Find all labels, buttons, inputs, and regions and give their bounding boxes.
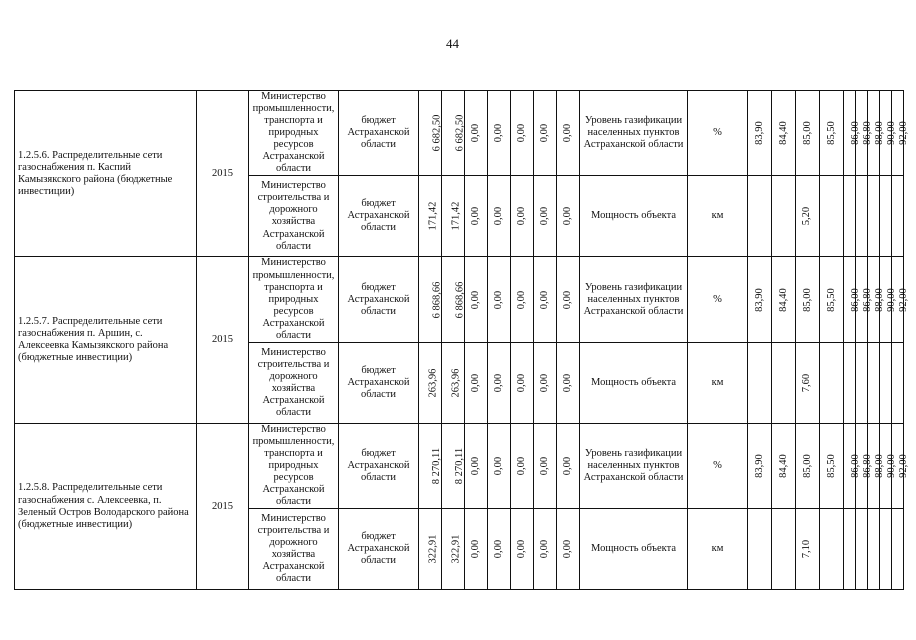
funding-value-cell [557, 257, 580, 342]
target-value-cell [892, 176, 904, 257]
funding-value-cell [442, 423, 465, 508]
measure-year: 2015 [197, 423, 249, 589]
funding-value: 0,00 [492, 290, 504, 309]
target-value: 85,00 [801, 454, 813, 478]
funding-value-cell [511, 509, 534, 590]
target-value: 90,00 [885, 121, 897, 146]
target-value-cell [796, 509, 820, 590]
indicator-cell: Мощность объекта [580, 176, 688, 257]
target-value-cell [796, 91, 820, 176]
funding-value: 0,00 [538, 290, 550, 309]
funding-value: 6 868,66 [454, 281, 466, 319]
executor-cell: Министерство промышленности, транспорта и природных ресурсов Астраханской области [249, 257, 339, 342]
funding-value: 171,42 [450, 202, 462, 231]
executor-cell: Министерство строительства и дорожного хозяйства Астраханской области [249, 342, 339, 423]
funding-source-cell: бюджет Астраханской области [339, 91, 419, 176]
target-value-cell [772, 176, 796, 257]
funding-value: 0,00 [538, 456, 550, 476]
target-value: 83,90 [753, 454, 765, 478]
funding-value: 0,00 [538, 373, 550, 393]
target-value-cell [880, 176, 892, 257]
funding-value: 0,00 [469, 124, 481, 143]
target-value: 83,90 [753, 287, 765, 312]
unit-cell: км [688, 176, 748, 257]
target-value-cell [844, 342, 856, 423]
target-value-cell [880, 342, 892, 423]
target-value-cell [820, 91, 844, 176]
funding-value: 6 868,66 [431, 281, 443, 319]
funding-value: 0,00 [469, 373, 481, 393]
target-value-cell [844, 509, 856, 590]
target-value: 84,40 [777, 121, 789, 146]
funding-value: 0,00 [561, 540, 573, 559]
funding-value: 0,00 [561, 124, 573, 143]
target-value-cell [868, 176, 880, 257]
funding-value-cell [511, 257, 534, 342]
capacity-value: 7,10 [801, 540, 813, 559]
measure-name: 1.2.5.7. Распределительные сети газоснабжения п. Аршин, с. Алексеевка Камызякского района (бюджетные инвестиции) [15, 257, 197, 423]
funding-value: 263,96 [427, 368, 439, 398]
funding-value-cell [488, 176, 511, 257]
funding-value-cell [465, 257, 488, 342]
unit-cell: % [688, 423, 748, 508]
target-value-cell [772, 509, 796, 590]
funding-value-cell [442, 509, 465, 590]
funding-value: 0,00 [561, 290, 573, 309]
funding-value-cell [488, 257, 511, 342]
target-value-cell [772, 91, 796, 176]
target-value-cell [748, 342, 772, 423]
indicator-cell: Мощность объекта [580, 342, 688, 423]
funding-value: 0,00 [469, 456, 481, 476]
funding-value-cell [465, 176, 488, 257]
target-value: 90,00 [885, 287, 897, 312]
funding-value-cell [557, 91, 580, 176]
target-value-cell [856, 176, 868, 257]
target-value-cell [844, 176, 856, 257]
target-value-cell [844, 423, 861, 508]
unit-cell: % [688, 257, 748, 342]
measure-name: 1.2.5.6. Распределительные сети газоснабжения п. Каспий Камызякского района (бюджетные инвестиции) [15, 91, 197, 257]
funding-value-cell [419, 91, 442, 176]
funding-value-cell [488, 342, 511, 423]
funding-value: 322,91 [450, 534, 462, 564]
funding-value-cell [442, 342, 465, 423]
funding-value: 0,00 [515, 540, 527, 559]
target-value-cell [820, 342, 844, 423]
target-value-cell [820, 176, 844, 257]
table-row [15, 91, 904, 176]
target-value: 83,90 [753, 121, 765, 146]
target-value-cell [748, 257, 772, 342]
table-row [15, 423, 904, 508]
funding-value: 0,00 [469, 540, 481, 559]
table-row [15, 257, 904, 342]
funding-value: 0,00 [515, 373, 527, 393]
funding-value: 8 270,11 [431, 447, 443, 485]
funding-value-cell [511, 176, 534, 257]
funding-value: 0,00 [492, 373, 504, 393]
funding-value: 0,00 [469, 290, 481, 309]
measure-name: 1.2.5.8. Распределительные сети газоснабжения с. Алексеевка, п. Зеленый Остров Володарского района (бюджетные инвестиции) [15, 423, 197, 589]
unit-cell: км [688, 342, 748, 423]
target-value-cell [772, 257, 796, 342]
capacity-value: 5,20 [801, 207, 813, 226]
funding-source-cell: бюджет Астраханской области [339, 176, 419, 257]
funding-value-cell [442, 176, 465, 257]
target-value: 90,00 [885, 454, 897, 478]
target-value-cell [880, 509, 892, 590]
unit-cell: км [688, 509, 748, 590]
target-value: 86,00 [849, 121, 861, 146]
target-value: 85,50 [825, 454, 837, 478]
unit-cell: % [688, 91, 748, 176]
indicator-cell: Уровень газификации населенных пунктов Астраханской области [580, 423, 688, 508]
target-value-cell [772, 342, 796, 423]
funding-value: 0,00 [492, 456, 504, 476]
target-value: 86,80 [861, 454, 873, 478]
target-value: 88,00 [873, 287, 885, 312]
target-value-cell [820, 509, 844, 590]
target-value: 86,80 [861, 121, 873, 146]
target-value-cell [868, 509, 880, 590]
target-value-cell [856, 509, 868, 590]
funding-value: 0,00 [515, 207, 527, 226]
funding-value-cell [534, 423, 557, 508]
funding-value-cell [511, 91, 534, 176]
funding-source-cell: бюджет Астраханской области [339, 342, 419, 423]
program-table [14, 90, 909, 590]
indicator-cell: Уровень газификации населенных пунктов Астраханской области [580, 257, 688, 342]
capacity-value: 7,60 [801, 373, 813, 393]
funding-value: 0,00 [515, 456, 527, 476]
funding-value: 8 270,11 [454, 447, 466, 485]
funding-source-cell: бюджет Астраханской области [339, 423, 419, 508]
funding-value-cell [465, 91, 488, 176]
target-value: 88,00 [873, 121, 885, 146]
target-value: 85,00 [801, 121, 813, 146]
executor-cell: Министерство строительства и дорожного хозяйства Астраханской области [249, 176, 339, 257]
funding-value-cell [557, 342, 580, 423]
funding-value-cell [534, 342, 557, 423]
funding-value-cell [442, 257, 465, 342]
funding-value-cell [419, 509, 442, 590]
target-value-cell [892, 509, 904, 590]
funding-value-cell [465, 509, 488, 590]
funding-value: 6 682,50 [454, 114, 466, 152]
target-value: 84,40 [777, 287, 789, 312]
target-value-cell [748, 423, 772, 508]
executor-cell: Министерство строительства и дорожного хозяйства Астраханской области [249, 509, 339, 590]
executor-cell: Министерство промышленности, транспорта и природных ресурсов Астраханской области [249, 423, 339, 508]
funding-value-cell [534, 509, 557, 590]
target-value: 92,00 [897, 287, 909, 312]
target-value-cell [796, 342, 820, 423]
target-value: 86,00 [849, 287, 861, 312]
funding-value-cell [465, 423, 488, 508]
target-value-cell [844, 91, 861, 176]
funding-value-cell [465, 342, 488, 423]
funding-value: 0,00 [538, 207, 550, 226]
target-value: 85,00 [801, 287, 813, 312]
target-value-cell [796, 176, 820, 257]
funding-value: 0,00 [492, 207, 504, 226]
target-value: 86,80 [861, 287, 873, 312]
funding-value: 0,00 [492, 124, 504, 143]
indicator-cell: Уровень газификации населенных пунктов Астраханской области [580, 91, 688, 176]
funding-value: 0,00 [561, 373, 573, 393]
funding-value-cell [419, 176, 442, 257]
funding-value: 263,96 [450, 368, 462, 398]
target-value: 88,00 [873, 454, 885, 478]
target-value: 92,00 [897, 454, 909, 478]
funding-value: 171,42 [427, 202, 439, 231]
funding-value-cell [534, 257, 557, 342]
funding-source-cell: бюджет Астраханской области [339, 257, 419, 342]
measure-year: 2015 [197, 257, 249, 423]
target-value-cell [868, 342, 880, 423]
funding-value: 0,00 [561, 207, 573, 226]
funding-value-cell [419, 257, 442, 342]
funding-value: 0,00 [515, 290, 527, 309]
funding-value-cell [419, 423, 442, 508]
funding-value: 322,91 [427, 534, 439, 564]
funding-value-cell [488, 423, 511, 508]
target-value-cell [844, 257, 861, 342]
target-value: 92,00 [897, 121, 909, 146]
target-value-cell [892, 342, 904, 423]
funding-value-cell [534, 176, 557, 257]
funding-value: 0,00 [538, 540, 550, 559]
target-value: 86,00 [849, 454, 861, 478]
funding-value-cell [511, 423, 534, 508]
target-value-cell [796, 257, 820, 342]
funding-value: 0,00 [469, 207, 481, 226]
target-value-cell [820, 257, 844, 342]
funding-value-cell [534, 91, 557, 176]
funding-value-cell [442, 91, 465, 176]
funding-value: 6 682,50 [431, 114, 443, 152]
target-value-cell [748, 176, 772, 257]
target-value: 85,50 [825, 121, 837, 146]
funding-value: 0,00 [561, 456, 573, 476]
target-value-cell [748, 509, 772, 590]
target-value-cell [772, 423, 796, 508]
funding-value: 0,00 [492, 540, 504, 559]
target-value: 84,40 [777, 454, 789, 478]
funding-value-cell [557, 509, 580, 590]
funding-value-cell [488, 91, 511, 176]
target-value-cell [820, 423, 844, 508]
executor-cell: Министерство промышленности, транспорта и природных ресурсов Астраханской области [249, 91, 339, 176]
funding-value-cell [419, 342, 442, 423]
funding-value: 0,00 [538, 124, 550, 143]
page-number: 44 [446, 36, 459, 51]
funding-value-cell [488, 509, 511, 590]
measure-year: 2015 [197, 91, 249, 257]
funding-value-cell [557, 176, 580, 257]
target-value-cell [748, 91, 772, 176]
indicator-cell: Мощность объекта [580, 509, 688, 590]
funding-source-cell: бюджет Астраханской области [339, 509, 419, 590]
funding-value: 0,00 [515, 124, 527, 143]
funding-value-cell [511, 342, 534, 423]
target-value-cell [796, 423, 820, 508]
target-value-cell [856, 342, 868, 423]
target-value: 85,50 [825, 287, 837, 312]
funding-value-cell [557, 423, 580, 508]
